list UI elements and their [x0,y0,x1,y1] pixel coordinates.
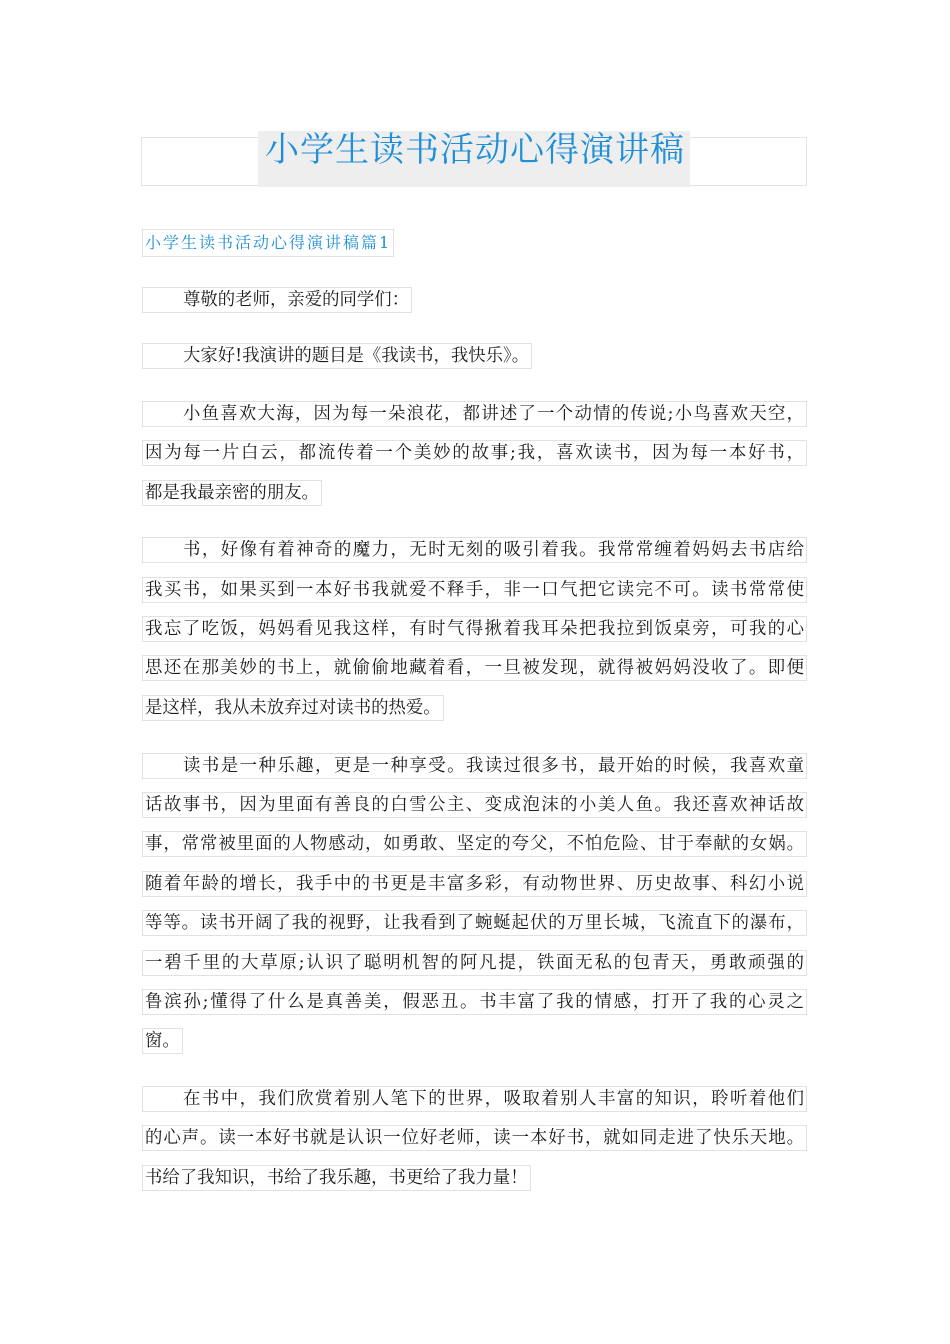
section-heading: 小学生读书活动心得演讲稿篇1 [142,229,394,257]
text-line: 我买书，如果买到一本好书我就爱不释手，非一口气把它读完不可。读书常常使 [142,577,807,603]
text-line: 是这样，我从未放弃过对读书的热爱。 [142,695,444,721]
text-line: 等等。读书开阔了我的视野，让我看到了蜿蜒起伏的万里长城，飞流直下的瀑布， [142,910,807,936]
text-line: 的心声。读一本好书就是认识一位好老师，读一本好书，就如同走进了快乐天地。 [142,1125,807,1151]
document-title: 小学生读书活动心得演讲稿 [265,130,685,170]
text-line: 话故事书，因为里面有善良的白雪公主、变成泡沫的小美人鱼。我还喜欢神话故 [142,792,807,818]
text-line: 一碧千里的大草原;认识了聪明机智的阿凡提，铁面无私的包青天，勇敢顽强的 [142,950,807,976]
text-line: 在书中，我们欣赏着别人笔下的世界，吸取着别人丰富的知识，聆听着他们 [142,1086,807,1112]
text-line: 窗。 [142,1028,183,1054]
text-line: 书给了我知识，书给了我乐趣，书更给了我力量！ [142,1165,531,1191]
text-line: 事，常常被里面的人物感动，如勇敢、坚定的夸父，不怕危险、甘于奉献的女娲。 [142,831,807,857]
text-line: 随着年龄的增长，我手中的书更是丰富多彩，有动物世界、历史故事、科幻小说 [142,871,807,897]
text-line: 小鱼喜欢大海，因为每一朵浪花，都讲述了一个动情的传说;小鸟喜欢天空， [142,401,807,427]
text-line: 鲁滨孙;懂得了什么是真善美，假恶丑。书丰富了我的情感，打开了我的心灵之 [142,989,807,1015]
text-line: 因为每一片白云，都流传着一个美妙的故事;我，喜欢读书，因为每一本好书， [142,440,807,466]
text-line: 我忘了吃饭，妈妈看见我这样，有时气得揪着我耳朵把我拉到饭桌旁，可我的心 [142,616,807,642]
text-line: 读书是一种乐趣，更是一种享受。我读过很多书，最开始的时候，我喜欢童 [142,753,807,779]
text-line: 书，好像有着神奇的魔力，无时无刻的吸引着我。我常常缠着妈妈去书店给 [142,537,807,563]
text-line: 尊敬的老师，亲爱的同学们： [142,287,412,313]
text-line: 大家好!我演讲的题目是《我读书，我快乐》。 [142,343,532,369]
text-line: 思还在那美妙的书上，就偷偷地藏着看，一旦被发现，就得被妈妈没收了。即便 [142,655,807,681]
text-line: 都是我最亲密的朋友。 [142,480,322,506]
